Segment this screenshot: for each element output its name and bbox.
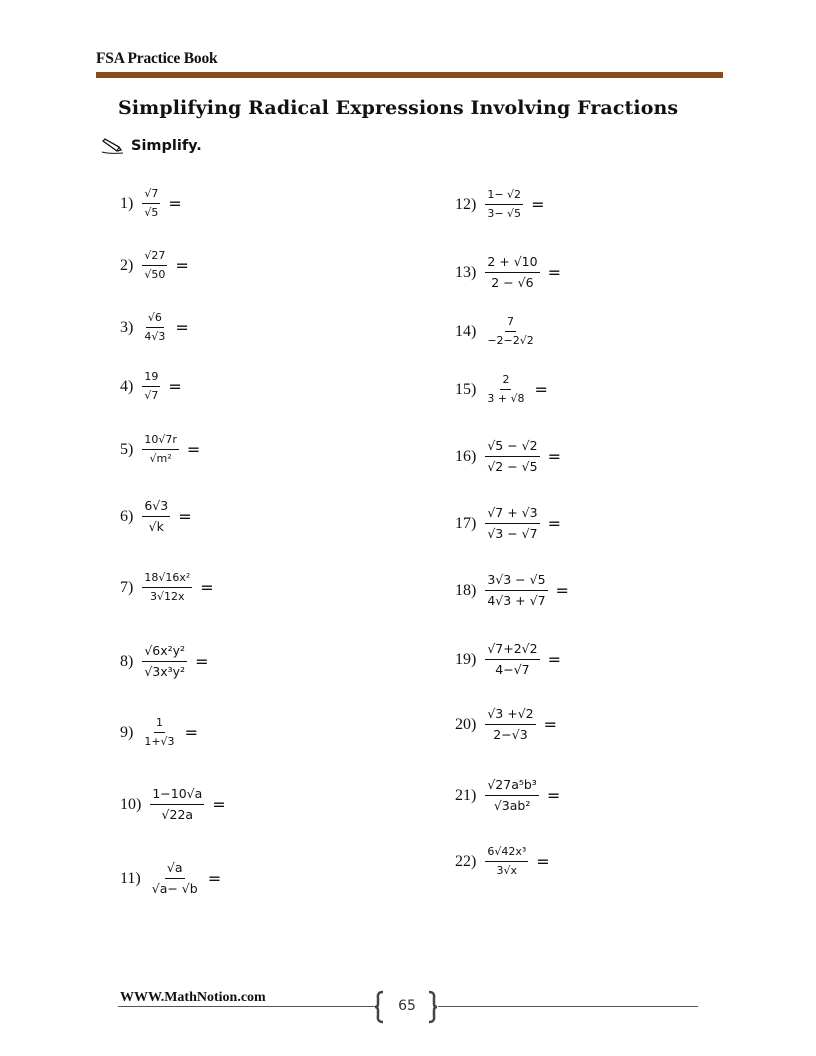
problem-number: 22) [455, 852, 477, 870]
pencil-icon [101, 138, 125, 154]
numerator: √5 − √2 [485, 438, 539, 457]
problem-number: 10) [120, 795, 142, 813]
numerator: 10√7r [142, 433, 179, 450]
denominator: 1+√3 [144, 735, 175, 748]
equals-sign: = [195, 652, 209, 671]
numerator: 19 [142, 370, 160, 387]
problem-number: 7) [120, 578, 134, 596]
problem-17 [455, 505, 561, 542]
problem-number: 2) [120, 256, 134, 274]
instruction [101, 138, 202, 154]
equals-sign: = [534, 380, 548, 399]
problem-12 [455, 188, 544, 221]
numerator: 1−10√a [150, 786, 204, 805]
numerator: 6√42x³ [485, 845, 528, 862]
problem-5 [120, 433, 200, 466]
problem-2 [120, 249, 189, 282]
denominator: √k [148, 519, 164, 534]
problem-13 [455, 254, 561, 291]
numerator: √27a⁵b³ [485, 777, 539, 796]
equals-sign: = [168, 194, 182, 213]
equals-sign: = [184, 723, 198, 742]
numerator: 18√16x² [142, 571, 192, 588]
equals-sign: = [547, 447, 561, 466]
denominator: √5 [144, 206, 159, 219]
problem-10 [120, 786, 226, 823]
denominator: √3 − √7 [487, 526, 538, 541]
denominator: 3√x [496, 864, 518, 877]
problem-number: 9) [120, 723, 134, 741]
denominator: √7 [144, 389, 159, 402]
problem-21 [455, 777, 560, 814]
equals-sign: = [543, 715, 558, 734]
equals-sign: = [547, 650, 561, 669]
numerator: √6 [146, 311, 164, 328]
denominator: 4√3 [144, 330, 166, 343]
problem-number: 8) [120, 652, 134, 670]
problem-20 [455, 706, 557, 743]
problem-number: 6) [120, 507, 134, 525]
problem-number: 19) [455, 650, 477, 668]
page-number: 65 [398, 998, 416, 1014]
problem-number: 3) [120, 318, 134, 336]
header-rule [96, 72, 723, 78]
denominator: √2 − √5 [487, 459, 538, 474]
problem-7 [120, 571, 214, 604]
problem-4 [120, 370, 182, 403]
problem-number: 13) [455, 263, 477, 281]
equals-sign: = [168, 377, 182, 396]
numerator: √6x²y² [142, 643, 187, 662]
denominator: 2−√3 [493, 727, 528, 742]
denominator: 2 − √6 [491, 275, 534, 290]
denominator: √3ab² [493, 798, 531, 813]
numerator: √a [165, 860, 185, 879]
problem-number: 4) [120, 377, 134, 395]
problem-number: 14) [455, 322, 477, 340]
equals-sign: = [547, 263, 561, 282]
numerator: 2 [500, 373, 511, 390]
problem-number: 11) [120, 869, 141, 887]
denominator: √m² [149, 452, 172, 465]
problem-6 [120, 498, 192, 535]
problem-number: 5) [120, 440, 134, 458]
numerator: √7 [142, 187, 160, 204]
denominator: 4√3 + √7 [487, 593, 546, 608]
book-title: FSA Practice Book [96, 50, 218, 67]
numerator: 3√3 − √5 [485, 572, 547, 591]
equals-sign: = [536, 852, 550, 871]
problem-number: 21) [455, 786, 477, 804]
numerator: √7 + √3 [485, 505, 539, 524]
problem-number: 17) [455, 514, 477, 532]
equals-sign: = [531, 195, 545, 214]
problem-15 [455, 373, 548, 406]
numerator: 6√3 [142, 498, 170, 517]
problem-14 [455, 315, 544, 348]
denominator: √3x³y² [144, 664, 186, 679]
footer-website: WWW.MathNotion.com [120, 990, 266, 1005]
problem-22 [455, 845, 550, 878]
problem-8 [120, 643, 208, 680]
equals-sign: = [175, 318, 189, 337]
problem-1 [120, 187, 182, 220]
numerator: √7+2√2 [485, 641, 539, 660]
denominator: √22a [161, 807, 194, 822]
equals-sign: = [175, 256, 189, 275]
equals-sign: = [186, 440, 201, 459]
problem-number: 1) [120, 194, 134, 212]
equals-sign: = [547, 514, 561, 533]
numerator: 7 [505, 315, 516, 332]
denominator: 3√12x [150, 590, 185, 603]
problem-number: 20) [455, 715, 477, 733]
denominator: 3− √5 [487, 207, 522, 220]
denominator: √a− √b [151, 881, 198, 896]
equals-sign: = [207, 869, 222, 888]
denominator: −2−2√2 [487, 334, 534, 347]
denominator: 4−√7 [495, 662, 530, 677]
problem-18 [455, 572, 569, 609]
equals-sign: = [546, 786, 561, 805]
problem-11 [120, 860, 221, 897]
problem-number: 18) [455, 581, 477, 599]
instruction-text: Simplify. [131, 138, 202, 154]
page-title: Simplifying Radical Expressions Involving Fractions [118, 97, 679, 119]
problem-number: 16) [455, 447, 477, 465]
footer-rule-right [438, 1006, 698, 1007]
denominator: √50 [144, 268, 166, 281]
equals-sign: = [178, 507, 192, 526]
numerator: √27 [142, 249, 167, 266]
equals-sign: = [212, 795, 226, 814]
numerator: 1− √2 [485, 188, 523, 205]
problem-3 [120, 311, 189, 344]
footer-rule-left [118, 1006, 376, 1007]
problem-19 [455, 641, 561, 678]
numerator: 1 [154, 716, 165, 733]
equals-sign: = [555, 581, 569, 600]
numerator: √3 +√2 [485, 706, 535, 725]
problem-9 [120, 716, 198, 749]
problem-16 [455, 438, 561, 475]
denominator: 3 + √8 [487, 392, 525, 405]
equals-sign: = [200, 578, 214, 597]
numerator: 2 + √10 [485, 254, 539, 273]
problem-number: 15) [455, 380, 477, 398]
problem-number: 12) [455, 195, 477, 213]
